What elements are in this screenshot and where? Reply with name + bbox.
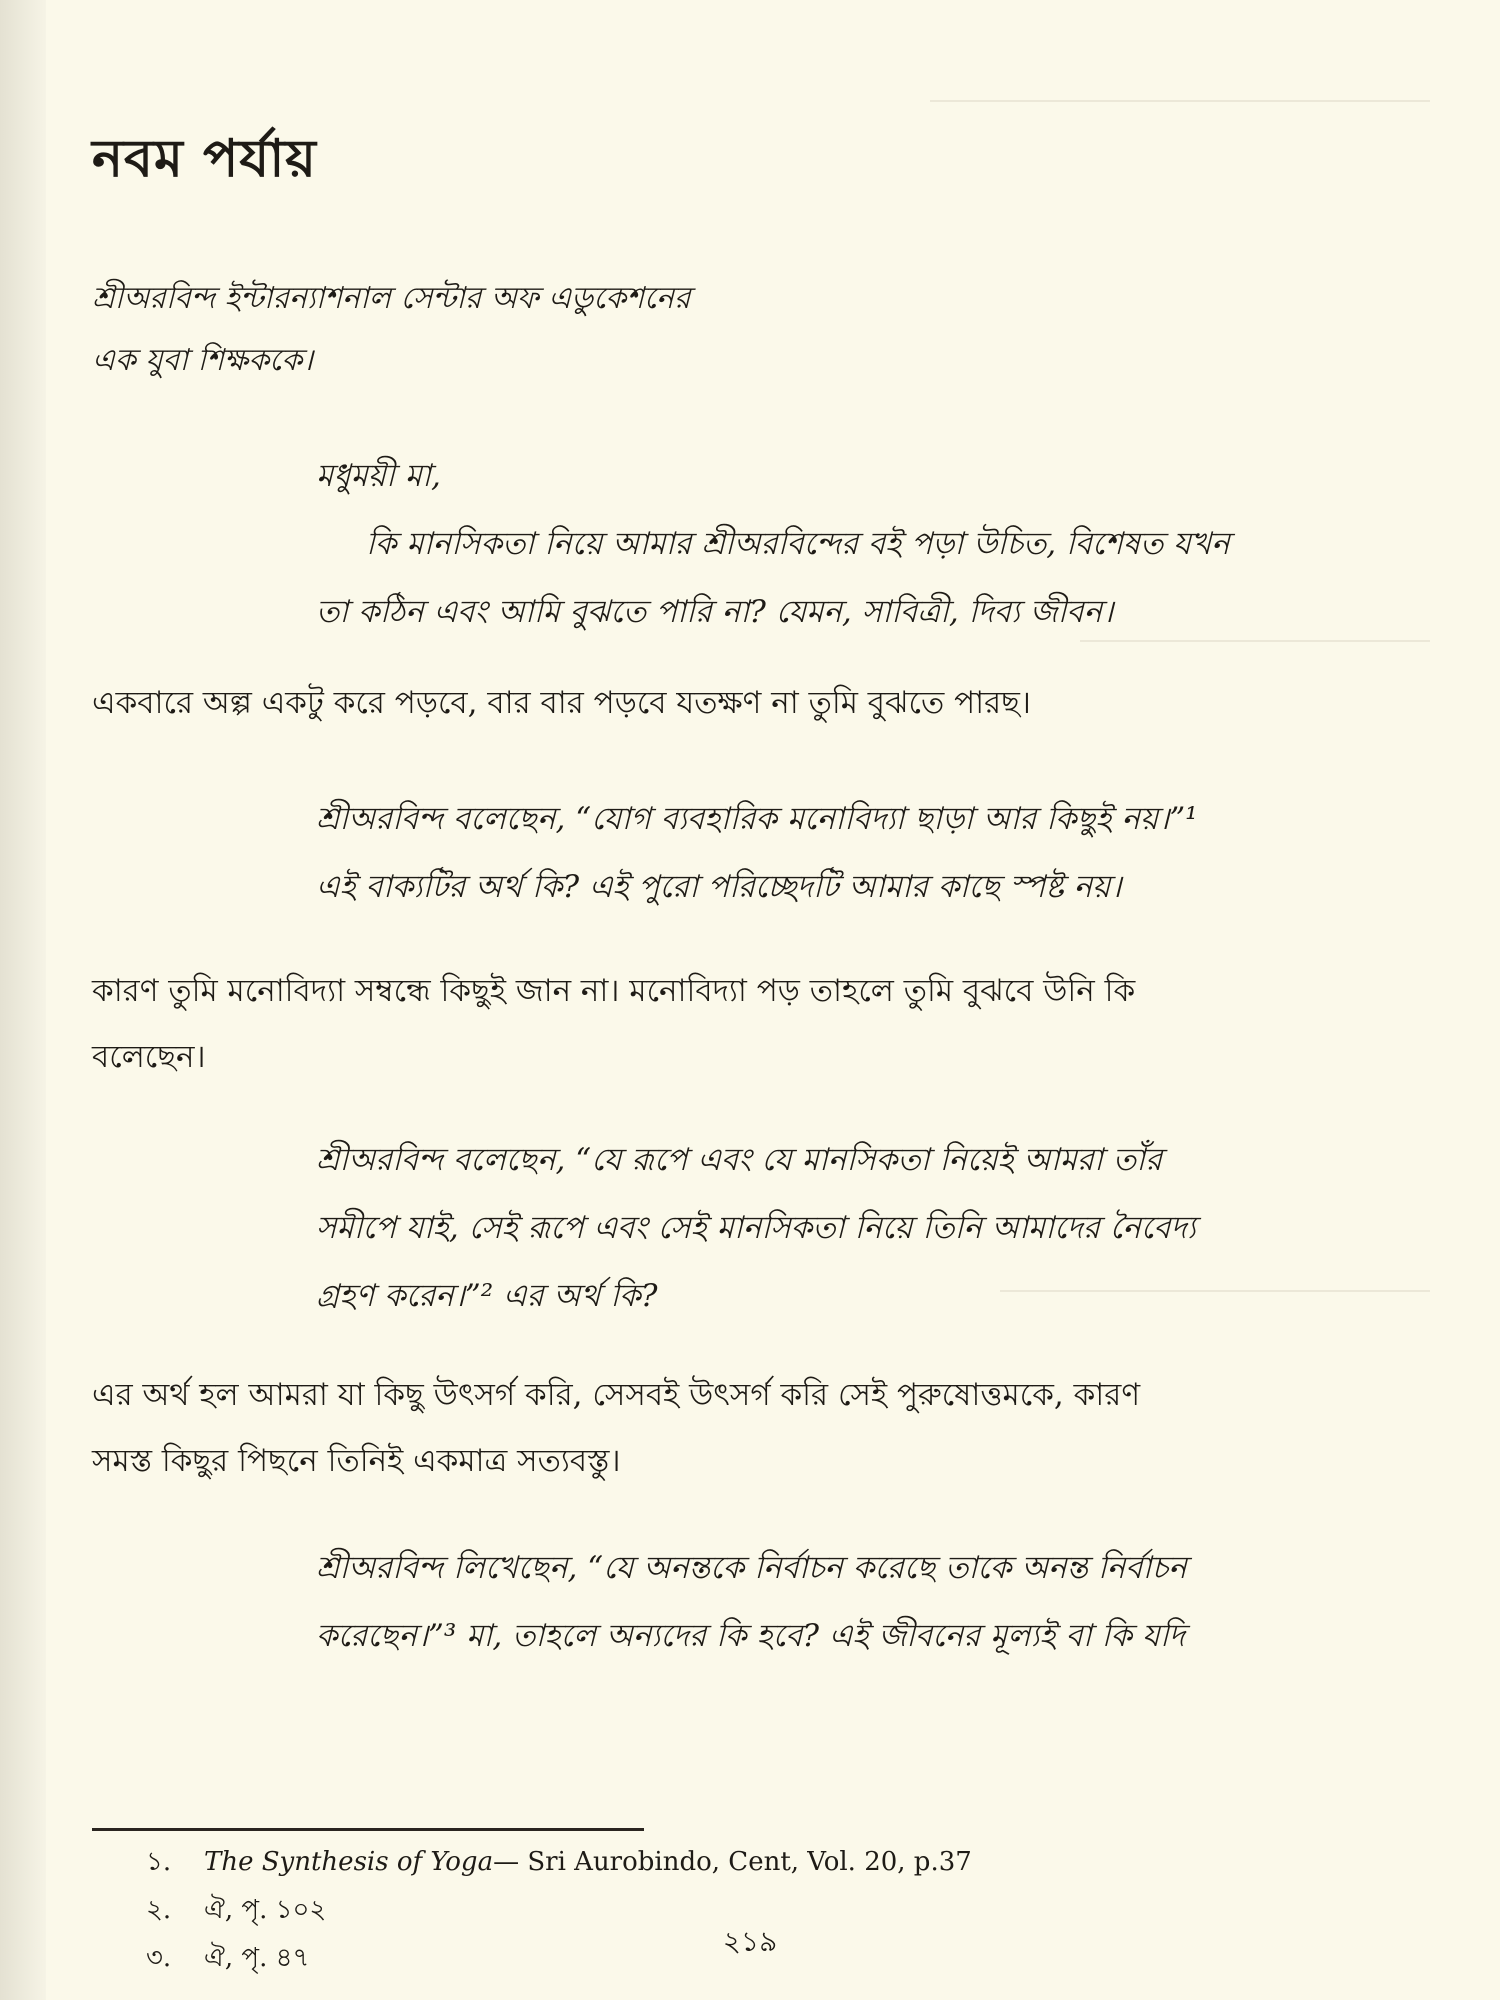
- footnote-work-title: The Synthesis of Yoga: [204, 1847, 494, 1877]
- question-line: কি মানসিকতা নিয়ে আমার শ্রীঅরবিন্দের বই পড়া উচিত, বিশেষত যখন: [366, 526, 1230, 562]
- question-block: [316, 442, 1230, 646]
- salutation: মধুময়ী মা,: [316, 458, 441, 494]
- question-block: [316, 785, 1198, 921]
- answer-block: [92, 958, 1135, 1090]
- answer-block: [92, 1362, 1140, 1494]
- question-line: শ্রীঅরবিন্দ বলেছেন, “যোগ ব্যবহারিক মনোবিদ্যা ছাড়া আর কিছুই নয়।”¹: [316, 801, 1198, 837]
- footnote: [146, 1838, 972, 1886]
- question-line: তা কঠিন এবং আমি বুঝতে পারি না? যেমন, সাবিত্রী, দিব্য জীবন।: [316, 594, 1114, 630]
- page-gutter-shadow: [0, 0, 46, 2000]
- footnote-separator: [92, 1828, 644, 1831]
- footnote-number: ১.: [146, 1847, 172, 1877]
- addressee-line: শ্রীঅরবিন্দ ইন্টারন্যাশনাল সেন্টার অফ এডুকেশনের: [92, 281, 691, 316]
- footnote-text: ঐ, পৃ. ৪৭: [204, 1943, 310, 1973]
- addressee-line: এক যুবা শিক্ষককে।: [92, 343, 313, 378]
- question-line: গ্রহণ করেন।”² এর অর্থ কি?: [316, 1278, 658, 1314]
- footnote-number: ৩.: [146, 1943, 172, 1973]
- letter-addressee: [92, 268, 690, 392]
- chapter-title: নবম পর্যায়: [92, 128, 317, 189]
- question-line: সমীপে যাই, সেই রূপে এবং সেই মানসিকতা নিয়ে তিনি আমাদের নৈবেদ্য: [316, 1210, 1196, 1246]
- question-block: [316, 1534, 1187, 1670]
- answer-line: সমস্ত কিছুর পিছনে তিনিই একমাত্র সত্যবস্তু।: [92, 1443, 621, 1479]
- footnote-number: ২.: [146, 1895, 172, 1925]
- footnote-text: — Sri Aurobindo, Cent, Vol. 20, p.37: [493, 1847, 972, 1877]
- question-line: শ্রীঅরবিন্দ লিখেছেন, “যে অনন্তকে নির্বাচন করেছে তাকে অনন্ত নির্বাচন: [316, 1550, 1187, 1586]
- page-number: ২১৯: [722, 1925, 778, 1958]
- answer-line: একবারে অল্প একটু করে পড়বে, বার বার পড়বে যতক্ষণ না তুমি বুঝতে পারছ।: [92, 685, 1032, 721]
- question-line: শ্রীঅরবিন্দ বলেছেন, “যে রূপে এবং যে মানসিকতা নিয়েই আমরা তাঁর: [316, 1142, 1163, 1178]
- question-block: [316, 1126, 1196, 1330]
- question-line: করেছেন।”³ মা, তাহলে অন্যদের কি হবে? এই জীবনের মূল্যই বা কি যদি: [316, 1618, 1185, 1654]
- question-line: এই বাক্যটির অর্থ কি? এই পুরো পরিচ্ছেদটি আমার কাছে স্পষ্ট নয়।: [316, 869, 1122, 905]
- show-through-line: [930, 100, 1430, 102]
- answer-line: এর অর্থ হল আমরা যা কিছু উৎসর্গ করি, সেসবই উৎসর্গ করি সেই পুরুষোত্তমকে, কারণ: [92, 1377, 1141, 1413]
- footnote-text: ঐ, পৃ. ১০২: [204, 1895, 327, 1925]
- answer-line: বলেছেন।: [92, 1039, 206, 1075]
- answer-block: [92, 670, 1031, 736]
- answer-line: কারণ তুমি মনোবিদ্যা সম্বন্ধে কিছুই জান না। মনোবিদ্যা পড় তাহলে তুমি বুঝবে উনি কি: [92, 973, 1136, 1009]
